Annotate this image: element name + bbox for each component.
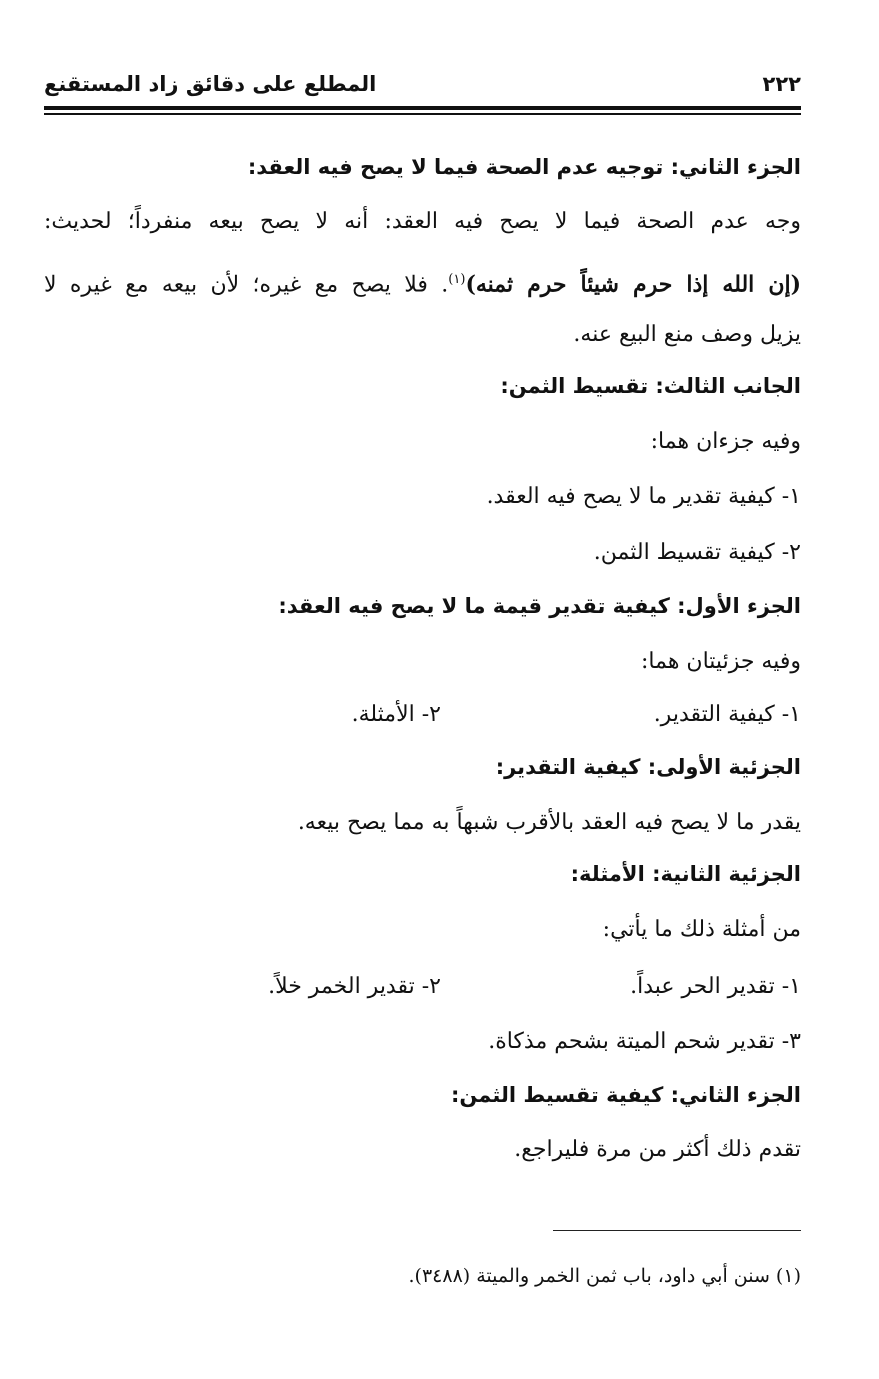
page-header xyxy=(44,64,801,104)
paragraph-line-hadith xyxy=(44,265,801,300)
running-title: المطلع على دقائق زاد المستقنع xyxy=(44,72,377,96)
footnote: (١) سنن أبي داود، باب ثمن الخمر والميتة (٣٤٨٨). xyxy=(408,1265,801,1287)
footnote-marker: (١) xyxy=(448,272,466,287)
two-item-row xyxy=(44,700,801,730)
list-item: ٢- كيفية تقسيط الثمن. xyxy=(593,540,801,565)
header-rule-thick xyxy=(44,106,801,110)
paragraph-line: وفيه جزئيتان هما: xyxy=(641,649,801,674)
paragraph-line: وفيه جزءان هما: xyxy=(650,429,801,454)
paragraph-line: من أمثلة ذلك ما يأتي: xyxy=(602,917,801,942)
paragraph-line: يزيل وصف منع البيع عنه. xyxy=(573,322,801,347)
heading-part-two-justification: الجزء الثاني: توجيه عدم الصحة فيما لا يصح فيه العقد: xyxy=(247,155,801,179)
list-item: ٢- الأمثلة. xyxy=(351,702,441,727)
heading-subpart-two: الجزئية الثانية: الأمثلة: xyxy=(570,862,801,886)
heading-third-aspect: الجانب الثالث: تقسيط الثمن: xyxy=(500,374,801,398)
list-item: ١- كيفية تقدير ما لا يصح فيه العقد. xyxy=(486,484,801,509)
paragraph-continuation: . فلا يصح مع غيره؛ لأن بيعه مع غيره لا xyxy=(44,272,449,298)
list-item: ١- كيفية التقدير. xyxy=(653,702,801,727)
two-item-row xyxy=(44,972,801,1002)
paragraph-line: تقدم ذلك أكثر من مرة فليراجع. xyxy=(514,1137,801,1162)
list-item: ٢- تقدير الخمر خلاً. xyxy=(268,974,441,999)
paragraph-line: يقدر ما لا يصح فيه العقد بالأقرب شبهاً به مما يصح بيعه. xyxy=(297,810,801,835)
heading-part-two-installment: الجزء الثاني: كيفية تقسيط الثمن: xyxy=(451,1083,801,1107)
list-item: ٣- تقدير شحم الميتة بشحم مذكاة. xyxy=(488,1029,801,1054)
heading-subpart-one: الجزئية الأولى: كيفية التقدير: xyxy=(495,755,801,779)
paragraph-line: وجه عدم الصحة فيما لا يصح فيه العقد: أنه لا يصح بيعه منفرداً؛ لحديث: xyxy=(44,209,801,234)
hadith-quote: (إن الله إذا حرم شيئاً حرم ثمنه) xyxy=(465,271,801,298)
heading-part-one: الجزء الأول: كيفية تقدير قيمة ما لا يصح فيه العقد: xyxy=(278,594,801,618)
page-number: ٢٢٢ xyxy=(762,72,801,96)
footnote-separator xyxy=(553,1230,801,1231)
header-rule-thin xyxy=(44,113,801,115)
list-item: ١- تقدير الحر عبداً. xyxy=(630,974,801,999)
